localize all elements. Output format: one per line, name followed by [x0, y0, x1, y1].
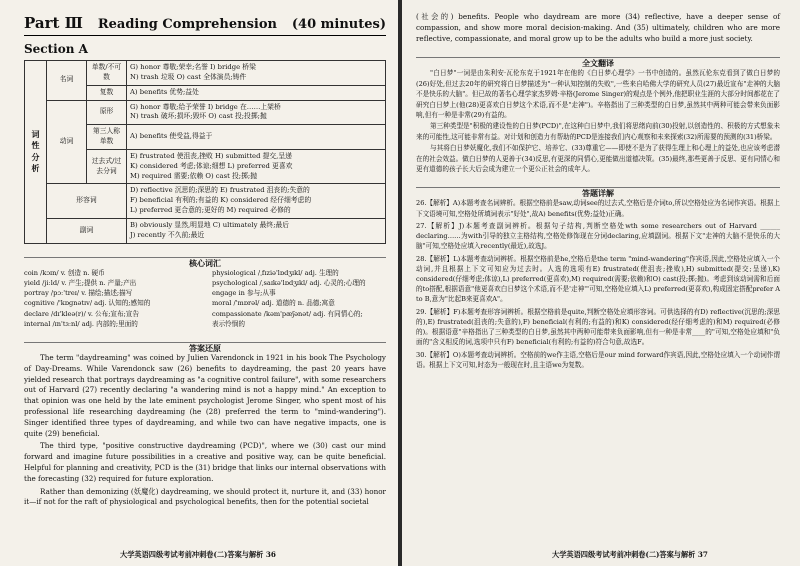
vocab-table: [24, 60, 386, 244]
pos-cell: 副词: [47, 218, 127, 243]
passage-continued: [416, 12, 780, 44]
words-cell: E) frustrated 使沮丧,挫败 H) submitted 提交,呈递 K) considered 考虑;体谅;细想 L) preferred 更喜欢 M) required 需要;依赖 O) cast 投;掷;抛: [127, 149, 386, 184]
part-title: Reading Comprehension: [97, 17, 277, 32]
translation-paragraph: "白日梦"一词是由朱利安·瓦伦东克于1921年在他的《白日梦心理学》一书中创造的。虽然瓦伦东克看到了做白日梦的(26)好处,但过去20年的研究将白日梦描述为"一种认知控制的失败",一些来自哈佛大学的研究人员(27)最近宣布"走神的大脑不是快乐的大脑"。但已故的著名心理学家杰罗姆·辛格(Jerome Singer)的观点是个例外,他把职业生涯的大部分时间都花在了研究白日梦上(他(28)更喜欢白日梦这个术语,而不是"走神")。辛格指出了三种类型的白日梦,虽然其中两种可能会带来负面影响,但有一种是非常(29)有益的。: [416, 69, 780, 120]
sub-cell: 过去式/过去分词: [87, 149, 127, 184]
answer-banner: [24, 336, 386, 353]
words-cell: G) honor 尊敬;荣幸;名誉 I) bridge 桥梁 N) trash 垃圾 O) cast 全体演员;铸件: [127, 61, 386, 86]
keywords-banner: [24, 251, 386, 268]
explanations: [416, 198, 780, 370]
translation-paragraph: 与其将白日梦妖魔化,我们不如保护它、培养它、(33)尊重它——即使不是为了获得生理上和心理上的益处,也应该考虑潜在的社会效益。做白日梦的人更善于(34)反思,有更深的同情心,更能做出道德决策。(35)最终,那些更善于反思、更有同情心和更有道德的孩子长大后会成为建立一个更公正社会的成年人。: [416, 144, 780, 174]
translation-title: 全文翻译: [572, 58, 624, 68]
table-row: [25, 184, 386, 219]
words-cell: G) honor 尊敬;给予荣誉 I) bridge 在……上架桥 N) trash 破坏;损坏;毁坏 O) cast 投;投掷;抛: [127, 100, 386, 125]
words-cell: A) benefits 优势;益处: [127, 85, 386, 100]
table-row: [25, 218, 386, 243]
translation-paragraph: 第三种类型是"积极的建设性的白日梦(PCD)",在这种白日梦中,我们将思绪向前(30)投射,以创造性的、积极的方式想象未来的可能性,这可能非常有益。对计划和创造力有帮助的PCD是连接我们内心观察和未来探索(32)所需要的预测的(31)桥梁。: [416, 122, 780, 141]
page-footer: 大学英语四级考试考前冲刺卷(二)答案与解析 37: [552, 550, 708, 559]
explanation-banner: [416, 181, 780, 199]
keyword-item: psychological /ˌsaɪkə'lɒdʒɪkl/ adj. 心灵的;心理的: [212, 278, 366, 287]
keyword-item: portray /pɔː'treɪ/ v. 描绘;描述;描写: [24, 289, 133, 298]
pos-cell: 动词: [47, 100, 87, 184]
keyword-item: yield /jiːld/ v. 产生;提供 n. 产量;产出: [24, 278, 137, 287]
keyword-item: 表示怜悯的: [212, 319, 245, 328]
left-page: [0, 0, 398, 566]
section-title: Section A: [24, 42, 88, 56]
translation: [416, 68, 780, 174]
keyword-item: moral /'mɒrəl/ adj. 道德的 n. 品德;寓意: [212, 299, 335, 308]
part-label: Part Ⅲ: [24, 14, 83, 32]
table-row: [25, 100, 386, 125]
passage-paragraph: The third type, "positive constructive daydreaming (PCD)", where we (30) cast our mind forward and imagine future possibilities in a creative and positive way, can be quite beneficial. Helpful for planning and creativity, PCD is the (31) bridge that links our internal observations with the forecasting (32) required for future exploration.: [24, 441, 386, 483]
keyword-item: physiological /ˌfɪziə'lɒdʒɪkl/ adj. 生理的: [212, 268, 339, 277]
sub-cell: 单数/不可数: [87, 61, 127, 86]
sub-cell: 原形: [87, 100, 127, 125]
category-cell: 词性分析: [25, 61, 47, 244]
words-cell: D) reflective 沉思的;深思的 E) frustrated 沮丧的;失意的 F) beneficial 有利的;有益的 K) considered 经仔细考虑的 L) preferred 更合意的;更好的 M) required 必修的: [127, 184, 386, 219]
passage: [24, 353, 386, 508]
passage-paragraph: (社会的) benefits. People who daydream are more (34) reflective, have a deeper sense of compassion, and show more moral decision-making. And (35) ultimately, children who are more reflective, compassionate, and moral grow up to be the adults who build a more just society.: [416, 12, 780, 43]
explanation-item: 26.【解析】A)本题考查名词辨析。根据空格前是saw,动词see的过去式,空格后是介词to,所以空格处应为名词作宾语。根据上下文语境可知,空格处所填词表示"好处",故A) benefits(优势;益处)正确。: [416, 199, 780, 218]
part-header: [24, 14, 386, 36]
explanation-item: 27.【解析】J)本题考查副词辨析。根据句子结构,判断空格处wth some researchers out of Harvard ______ declaring……为with引导的独立主格结构,空格处修饰现在分词declaring,应填副词。根据下文"走神的大脑不是快乐的大脑"可知,空格处应填入recently(最近),故选J。: [416, 221, 780, 251]
explanation-item: 29.【解析】F)本题考查形容词辨析。根据空格前是quite,判断空格处应填形容词。可供选择的有D) reflective(沉思的;深思的),E) frustrated(沮丧的;失意的),F) beneficial(有利的;有益的)和K) considered(经仔细考虑的)和M) required(必修的)。根据语意"辛格指出了三种类型的白日梦,虽然其中两种可能带来负面影响,但有一种是非常____的"可知,空格处应填和"负面的"含义相反的词,选项中只有F) beneficial(有利的;有益的)符合句意,故选F。: [416, 307, 780, 347]
translation-banner: [416, 51, 780, 69]
words-cell: B) obviously 显然,明显地 C) ultimately 最终;最后 J) recently 不久前;最近: [127, 218, 386, 243]
keyword-item: compassionate /kəm'pæʃənət/ adj. 有同情心的;: [212, 309, 363, 318]
answer-title: 答案还原: [179, 343, 231, 353]
keyword-item: cognitive /'kɒɡnətɪv/ adj. 认知的;感知的: [24, 299, 151, 308]
passage-paragraph: Rather than demonizing (妖魔化) daydreaming, we should protect it, nurture it, and (33) honor it—if not for the raft of physiological and psychological benefits, then for the potential societal: [24, 486, 386, 507]
page-footer: 大学英语四级考试考前冲刺卷(二)答案与解析 36: [120, 550, 276, 559]
keyword-item: engage in 参与;从事: [212, 289, 276, 298]
pos-cell: 名词: [47, 61, 87, 101]
explanation-title: 答题详解: [572, 188, 624, 198]
keyword-item: coin /kɔɪn/ v. 创造 n. 硬币: [24, 268, 105, 277]
right-page: [402, 0, 800, 566]
table-row: [25, 61, 386, 86]
keyword-item: declare /dɪ'kleə(r)/ v. 公布;宣布;宣告: [24, 309, 140, 318]
explanation-item: 28.【解析】L)本题考查动词辨析。根据空格前是he,空格后是the term "mind-wandering"作宾语,因此,空格处应填入一个动词,并且根据上下文可知应为过去时。人选的选项有E) frustrated(使沮丧;挫败),H) submitted(提交;呈递),K) considered(仔细考虑;体谅),L) preferred(更喜欢),M) required(需要;依赖)和O) cast(投;掷;抛)。考虑到该动词需和后面的to搭配,根据语意"他更喜欢白日梦这个术语,而不是'走神'"可知,空格处应填入L) preferred(更喜欢),构成固定搭配prefer A to B,意为"比起B来更喜欢A"。: [416, 254, 780, 304]
words-cell: A) benefits 使受益,得益于: [127, 125, 386, 150]
keyword-item: internal /ɪn'tɜːnl/ adj. 内部的;里面的: [24, 319, 138, 328]
explanation-item: 30.【解析】O)本题考查动词辨析。空格前的we作主语,空格后是our mind forward作宾语,因此,空格处应填入一个动词作谓语。根据上下文可知,时态为一般现在时,且主语we为复数。: [416, 350, 780, 369]
sub-cell: 第三人称单数: [87, 125, 127, 150]
sub-cell: 复数: [87, 85, 127, 100]
time-limit: (40 minutes): [291, 17, 386, 32]
keywords-title: 核心词汇: [179, 258, 231, 268]
pos-cell: 形容词: [47, 184, 127, 219]
keywords-list: [24, 268, 386, 329]
passage-paragraph: The term "daydreaming" was coined by Julien Varendonck in 1921 in his book The Psychology of Day-Dreams. While Varendonck saw (26) benefits to daydreaming, the past 20 years have yielded research that portrays daydreaming as "a cognitive control failure", with some researchers out of Harvard (27) recently declaring "a wandering mind is not a happy mind." An exception to that opinion was one held by the late eminent psychologist Jerome Singer, who spent most of his professional life researching daydreaming (he (28) preferred the term to "mind-wandering"). Singer identified three types of daydreaming, and while two can have negative impacts, one is quite (29) beneficial.: [24, 352, 386, 438]
